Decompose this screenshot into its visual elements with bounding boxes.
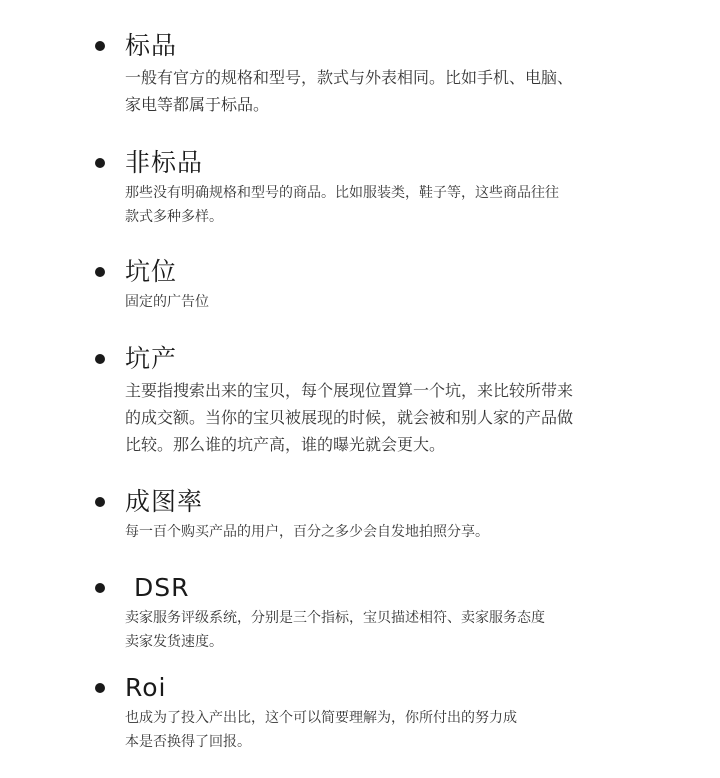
description-line: 比较。那么谁的坑产高，谁的曝光就会更大。 bbox=[125, 435, 446, 454]
bullet-icon bbox=[95, 158, 105, 168]
term-title: 坑产 bbox=[125, 344, 178, 373]
bullet-icon bbox=[95, 41, 105, 51]
description-line: 也成为了投入产出比，这个可以简要理解为，你所付出的努力成 bbox=[125, 710, 517, 726]
term-description bbox=[125, 706, 650, 754]
bullet-icon bbox=[95, 267, 105, 277]
description-line: 固定的广告位 bbox=[125, 294, 209, 310]
term-photo-rate bbox=[92, 484, 652, 540]
term-title: 成图率 bbox=[125, 487, 204, 516]
term-description bbox=[125, 377, 650, 458]
term-title: DSR bbox=[134, 573, 190, 602]
term-roi bbox=[92, 670, 652, 750]
term-description bbox=[125, 181, 650, 229]
description-line: 一般有官方的规格和型号，款式与外表相同。比如手机、电脑、 bbox=[125, 68, 574, 87]
description-line: 每一百个购买产品的用户，百分之多少会自发地拍照分享。 bbox=[125, 524, 489, 540]
description-line: 本是否换得了回报。 bbox=[125, 734, 251, 750]
term-standard-product bbox=[92, 28, 652, 114]
bullet-icon bbox=[95, 497, 105, 507]
term-non-standard-product bbox=[92, 145, 652, 225]
description-line: 主要指搜索出来的宝贝，每个展现位置算一个坑，来比较所带来 bbox=[125, 381, 574, 400]
bullet-icon bbox=[95, 683, 105, 693]
bullet-icon bbox=[95, 583, 105, 593]
description-line: 家电等都属于标品。 bbox=[125, 95, 270, 114]
term-description bbox=[125, 520, 650, 544]
description-line: 款式多种多样。 bbox=[125, 209, 223, 225]
term-dsr bbox=[92, 570, 652, 650]
description-line: 卖家发货速度。 bbox=[125, 634, 223, 650]
term-title: 非标品 bbox=[125, 148, 204, 177]
description-line: 的成交额。当你的宝贝被展现的时候，就会被和别人家的产品做 bbox=[125, 408, 574, 427]
term-title: 坑位 bbox=[125, 257, 178, 286]
term-description bbox=[125, 64, 650, 118]
term-title: 标品 bbox=[125, 31, 178, 60]
term-slot bbox=[92, 254, 652, 310]
bullet-icon bbox=[95, 354, 105, 364]
term-description bbox=[125, 290, 650, 314]
description-line: 卖家服务评级系统，分别是三个指标，宝贝描述相符、卖家服务态度 bbox=[125, 610, 545, 626]
term-title: Roi bbox=[125, 673, 167, 702]
term-description bbox=[125, 606, 650, 654]
description-line: 那些没有明确规格和型号的商品。比如服装类，鞋子等，这些商品往往 bbox=[125, 185, 559, 201]
term-slot-output bbox=[92, 341, 652, 454]
